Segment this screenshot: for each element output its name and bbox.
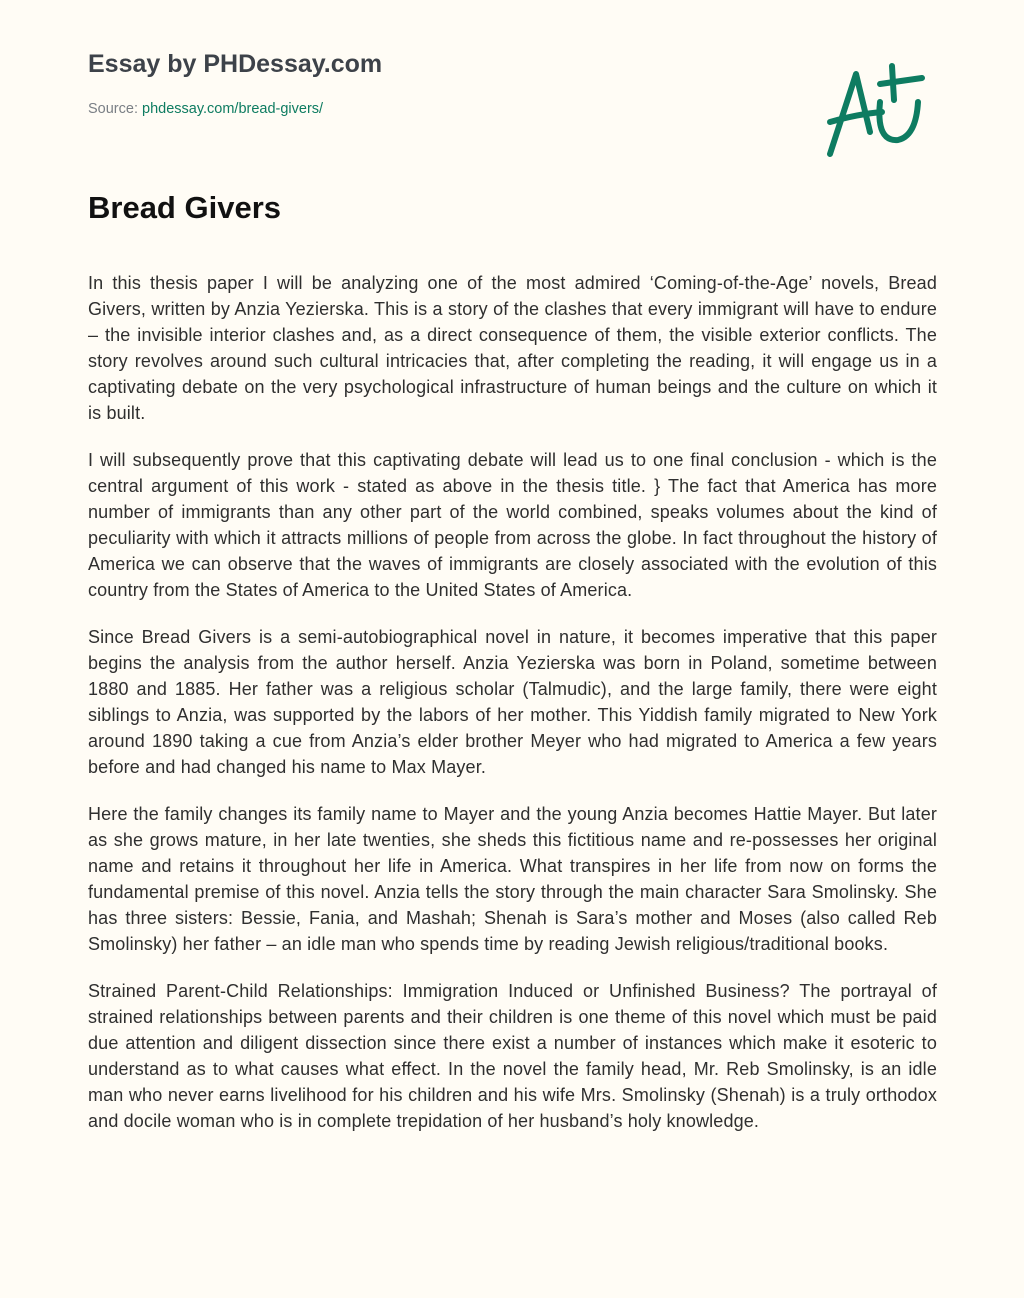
site-title: Essay by PHDessay.com — [88, 50, 383, 78]
paragraph: Since Bread Givers is a semi-autobiographical novel in nature, it becomes imperative that this paper begins the analysis from the author herself. Anzia Yezierska was born in Poland, sometime between 1880 and 1885. Her father was a religious scholar (Talmudic), and the large family, there were eight siblings to Anzia, was supported by the labors of her mother. This Yiddish family migrated to New York around 1890 taking a cue from Anzia’s elder brother Meyer who had migrated to America a few years before and had changed his name to Max Mayer. — [88, 627, 937, 777]
source-line — [88, 101, 323, 117]
paragraph: Here the family changes its family name to Mayer and the young Anzia becomes Hattie Mayer. But later as she grows mature, in her late twenties, she sheds this fictitious name and re-possesses her original name and retains it throughout her life in America. What transpires in her life from now on forms the fundamental premise of this novel. Anzia tells the story through the main character Sara Smolinsky. She has three sisters: Bessie, Fania, and Mashah; Shenah is Sara’s mother and Moses (also called Reb Smolinsky) her father – an idle man who spends time by reading Jewish religious/traditional books. — [88, 804, 937, 954]
paragraph: In this thesis paper I will be analyzing one of the most admired ‘Coming-of-the-Age’ novels, Bread Givers, written by Anzia Yezierska. This is a story of the clashes that every immigrant will have to endure – the invisible interior clashes and, as a direct consequence of them, the visible exterior conflicts. The story revolves around such cultural intricacies that, after completing the reading, it will engage us in a captivating debate on the very psychological infrastructure of human beings and the culture on which it is built. — [88, 273, 937, 423]
paragraph: Strained Parent-Child Relationships: Immigration Induced or Unfinished Business? The portrayal of strained relationships between parents and their children is one theme of this novel which must be paid due attention and diligent dissection since there exist a number of instances which make it esoteric to understand as to what causes what effect. In the novel the family head, Mr. Reb Smolinsky, is an idle man who never earns livelihood for his children and his wife Mrs. Smolinsky (Shenah) is a truly orthodox and docile woman who is in complete trepidation of her husband’s holy knowledge. — [88, 981, 937, 1131]
a-plus-logo — [818, 62, 928, 162]
source-link[interactable]: phdessay.com/bread-givers/ — [142, 101, 324, 117]
essay-body — [88, 270, 937, 1155]
source-label: Source: — [88, 101, 142, 117]
paragraph: I will subsequently prove that this captivating debate will lead us to one final conclusion - which is the central argument of this work - stated as above in the thesis title. } The fact that America has more number of immigrants than any other part of the world combined, speaks volumes about the kind of peculiarity with which it attracts millions of people from across the globe. In fact throughout the history of America we can observe that the waves of immigrants are closely associated with the evolution of this country from the States of America to the United States of America. — [88, 450, 937, 600]
essay-title: Bread Givers — [88, 190, 281, 225]
